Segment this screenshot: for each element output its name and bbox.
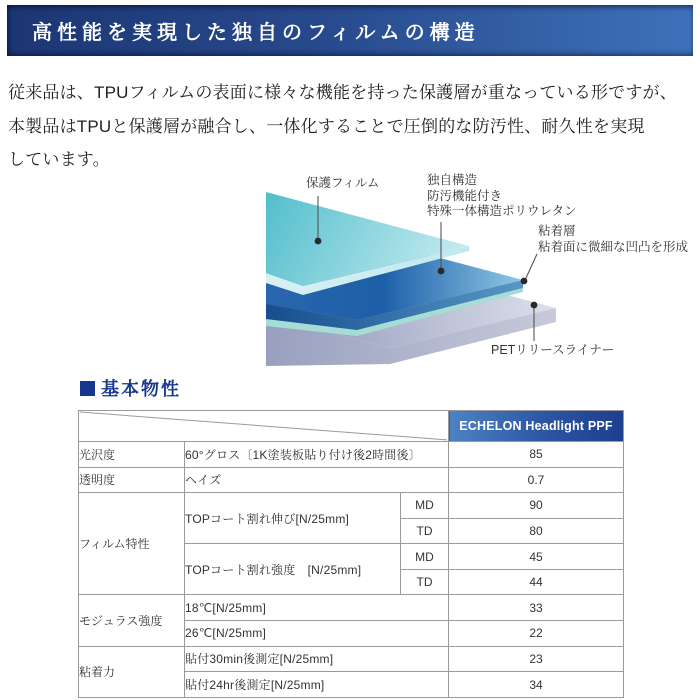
table-row	[79, 646, 624, 672]
table-row	[79, 493, 624, 519]
row-condition: 26℃[N/25mm]	[185, 621, 449, 647]
row-value: 80	[449, 518, 624, 544]
label-unique-structure	[427, 173, 577, 220]
row-value: 22	[449, 621, 624, 647]
intro-paragraph	[8, 76, 696, 177]
row-category: 光沢度	[79, 441, 185, 467]
row-direction: MD	[401, 544, 449, 570]
intro-line-3: しています。	[8, 150, 110, 169]
row-direction: TD	[401, 569, 449, 595]
diagonal-header-cell	[79, 411, 449, 442]
table-row	[79, 441, 624, 467]
section-heading	[80, 375, 181, 401]
film-structure-diagram	[0, 170, 700, 372]
row-value: 0.7	[449, 467, 624, 493]
intro-line-2: 本製品はTPUと保護層が融合し、一体化することで圧倒的な防汚性、耐久性を実現	[8, 116, 645, 136]
row-condition: 貼付24hr後測定[N/25mm]	[185, 672, 449, 698]
row-category: 粘着力	[79, 646, 185, 697]
intro-line-1: 従来品は、TPUフィルムの表面に様々な機能を持った保護層が重なっている形ですが、	[8, 83, 677, 102]
row-category: フィルム特性	[79, 493, 185, 595]
row-category: モジュラス強度	[79, 595, 185, 646]
row-direction: TD	[401, 518, 449, 544]
product-column-header: ECHELON Headlight PPF	[449, 411, 624, 442]
row-value: 44	[449, 569, 624, 595]
film-layers-illustration	[0, 170, 700, 372]
row-category: 透明度	[79, 467, 185, 493]
label-unique-line-3: 特殊一体構造ポリウレタン	[427, 204, 577, 218]
row-value: 34	[449, 672, 624, 698]
row-value: 45	[449, 544, 624, 570]
label-adhesive-layer	[538, 224, 688, 255]
label-protective-film: 保護フィルム	[306, 176, 380, 190]
row-condition: TOPコート割れ伸び[N/25mm]	[185, 493, 401, 544]
row-condition: 60°グロス〔1K塗装板貼り付け後2時間後〕	[185, 441, 449, 467]
label-adhesive-line-2: 粘着面に微細な凹凸を形成	[538, 239, 689, 254]
section-banner	[7, 5, 693, 56]
label-unique-line-1: 独自構造	[427, 173, 478, 187]
basic-properties-table	[78, 410, 623, 696]
row-condition: ヘイズ	[185, 467, 449, 493]
blue-square-icon	[80, 381, 95, 396]
label-pet-liner: PETリリースライナー	[491, 343, 615, 357]
row-value: 33	[449, 595, 624, 621]
row-condition: TOPコート割れ強度 [N/25mm]	[185, 544, 401, 595]
row-direction: MD	[401, 493, 449, 519]
label-unique-line-2: 防汚機能付き	[427, 188, 503, 203]
row-condition: 18℃[N/25mm]	[185, 595, 449, 621]
banner-title: 高性能を実現した独自のフィルムの構造	[32, 22, 480, 44]
row-value: 85	[449, 441, 624, 467]
row-condition: 貼付30min後測定[N/25mm]	[185, 646, 449, 672]
table-row	[79, 595, 624, 621]
table-header-row	[79, 411, 624, 442]
section-heading-text: 基本物性	[101, 379, 181, 399]
row-value: 23	[449, 646, 624, 672]
table-row	[79, 467, 624, 493]
row-value: 90	[449, 493, 624, 519]
label-adhesive-line-1: 粘着層	[538, 224, 576, 238]
diagonal-line	[79, 411, 448, 441]
